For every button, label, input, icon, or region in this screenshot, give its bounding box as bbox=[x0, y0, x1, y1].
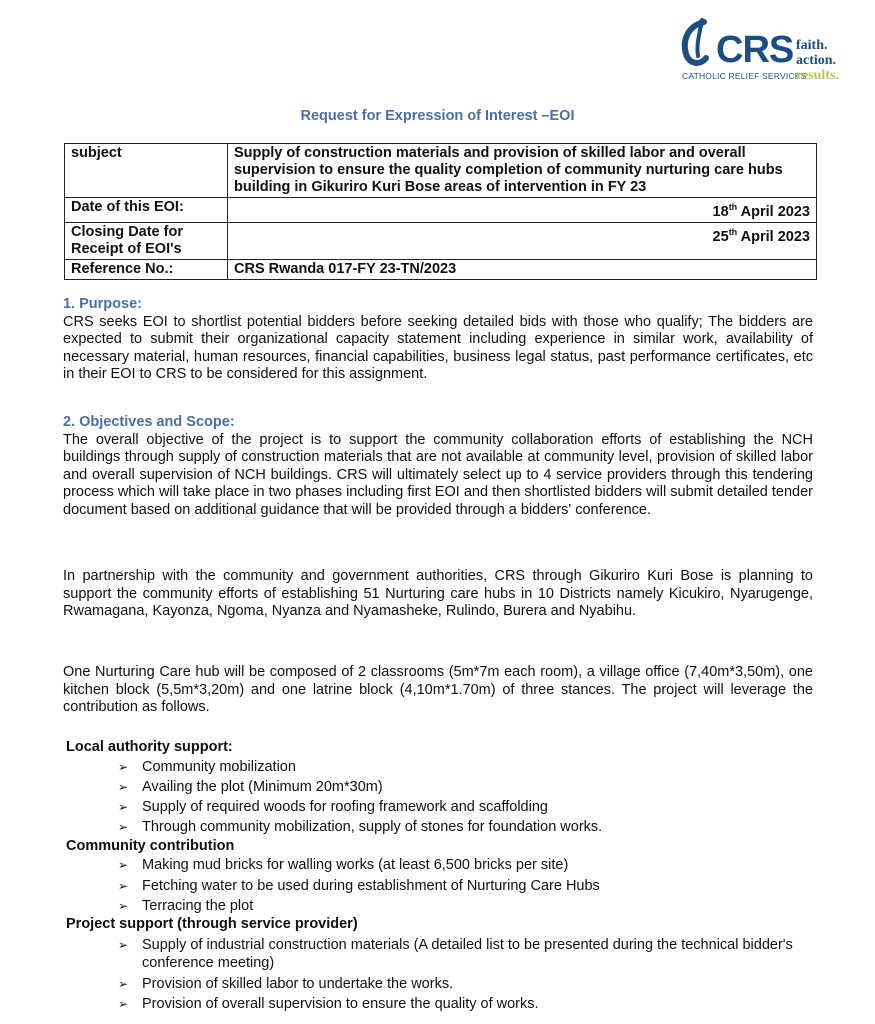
arrow-bullet-icon: ➢ bbox=[118, 759, 129, 774]
reference-label: Reference No.: bbox=[65, 259, 228, 279]
crs-logo bbox=[676, 16, 856, 86]
purpose-text: CRS seeks EOI to shortlist potential bidders before seeking detailed bids with those who qualify; The bidders are expected to submit their organizational capacity statement including experience in similar work, availability of necessary material, human resources, financial capabilities, business legal status, past performance certificates, etc in their EOI to CRS to be considered for this assignment. bbox=[63, 313, 813, 383]
list-item: ➢ Through community mobilization, supply of stones for foundation works. bbox=[118, 817, 816, 837]
logo-brand: CRS bbox=[716, 29, 794, 71]
reference-value: CRS Rwanda 017-FY 23-TN/2023 bbox=[228, 259, 817, 279]
list-item: ➢ Availing the plot (Minimum 20m*30m) bbox=[118, 777, 816, 797]
arrow-bullet-icon: ➢ bbox=[118, 937, 129, 952]
table-row-date bbox=[65, 198, 817, 223]
local-authority-list bbox=[66, 757, 816, 838]
tagline-results: results. bbox=[796, 68, 839, 83]
community-contribution-heading: Community contribution bbox=[66, 837, 235, 854]
project-support-heading: Project support (through service provider) bbox=[66, 916, 358, 933]
hub-composition-section bbox=[63, 664, 813, 717]
arrow-bullet-icon: ➢ bbox=[118, 976, 129, 991]
objectives-section bbox=[63, 414, 813, 520]
list-item: ➢ Terracing the plot bbox=[118, 896, 816, 916]
tagline-faith: faith. bbox=[796, 38, 828, 53]
crs-logo-mark-icon bbox=[676, 16, 720, 70]
objectives-paragraph-3: One Nurturing Care hub will be composed of 2 classrooms (5m*7m each room), a village office (7,40m*3,50m), one kitchen block (5,5m*3,20m) and one latrine block (4,10m*1.70m) of three stances. The project will leverage the contribution as follows. bbox=[63, 664, 813, 716]
tagline-action: action. bbox=[796, 53, 837, 68]
arrow-bullet-icon: ➢ bbox=[118, 858, 129, 873]
subject-value: Supply of construction materials and provision of skilled labor and overall supervision to ensure the quality completion of community nurturing care hubs building in Gikuriro Kuri Bose areas of intervention in FY 23 bbox=[228, 144, 817, 198]
logo-subtitle: CATHOLIC RELIEF SERVICES bbox=[682, 71, 807, 81]
list-item: ➢ Making mud bricks for walling works (at least 6,500 bricks per site) bbox=[118, 855, 816, 875]
project-support-list bbox=[66, 936, 816, 1015]
closing-label: Closing Date for Receipt of EOI's bbox=[65, 222, 228, 259]
arrow-bullet-icon: ➢ bbox=[118, 997, 129, 1012]
date-label: Date of this EOI: bbox=[65, 198, 228, 223]
document-title: Request for Expression of Interest –EOI bbox=[300, 108, 575, 124]
list-item: ➢ Supply of industrial construction materials (A detailed list to be presented during the technical bidder's conference meeting) bbox=[118, 936, 793, 971]
list-item: ➢ Provision of overall supervision to ensure the quality of works. bbox=[118, 994, 816, 1014]
purpose-heading: 1. Purpose: bbox=[63, 296, 142, 312]
table-row-subject bbox=[65, 144, 817, 198]
list-item: ➢ Fetching water to be used during establishment of Nurturing Care Hubs bbox=[118, 876, 816, 896]
objectives-heading: 2. Objectives and Scope: bbox=[63, 414, 235, 430]
eoi-info-table bbox=[64, 143, 817, 280]
list-item: ➢ Community mobilization bbox=[118, 757, 816, 777]
table-row-reference bbox=[65, 259, 817, 279]
arrow-bullet-icon: ➢ bbox=[118, 779, 129, 794]
logo-tagline bbox=[796, 38, 839, 83]
purpose-section bbox=[63, 296, 813, 384]
contributions-section bbox=[66, 739, 816, 1014]
objectives-paragraph-2: In partnership with the community and government authorities, CRS through Gikuriro Kuri Bose is planning to support the community efforts of establishing 51 Nurturing care hubs in 10 Districts namely Kicukiro, Nyarugenge, Rwamagana, Kayonza, Ngoma, Nyanza and Nyamasheke, Rulindo, Burera and Nyabihu. bbox=[63, 568, 813, 620]
arrow-bullet-icon: ➢ bbox=[118, 898, 129, 913]
objectives-paragraph-1: The overall objective of the project is to support the community collaboration efforts of establishing the NCH buildings through supply of construction materials that are not available at community level, provision of skilled labor and overall supervision of NCH buildings. CRS will ultimately select up to 4 service providers through this tendering process which will take place in two phases including first EOI and then shortlisted bidders will submit detailed tender document based on additional guidance that will be provided through a bidders' conference. bbox=[63, 431, 813, 518]
partnership-section bbox=[63, 568, 813, 621]
arrow-bullet-icon: ➢ bbox=[118, 878, 129, 893]
local-authority-heading: Local authority support: bbox=[66, 739, 233, 755]
community-contribution-list bbox=[66, 855, 816, 916]
table-row-closing bbox=[65, 222, 817, 259]
closing-value: 25th April 2023 bbox=[228, 222, 817, 259]
arrow-bullet-icon: ➢ bbox=[118, 800, 129, 815]
list-item: ➢ Supply of required woods for roofing framework and scaffolding bbox=[118, 797, 816, 817]
date-value: 18th April 2023 bbox=[228, 198, 817, 223]
arrow-bullet-icon: ➢ bbox=[118, 820, 129, 835]
list-item: ➢ Provision of skilled labor to undertake the works. bbox=[118, 974, 816, 994]
subject-label: subject bbox=[65, 144, 228, 198]
